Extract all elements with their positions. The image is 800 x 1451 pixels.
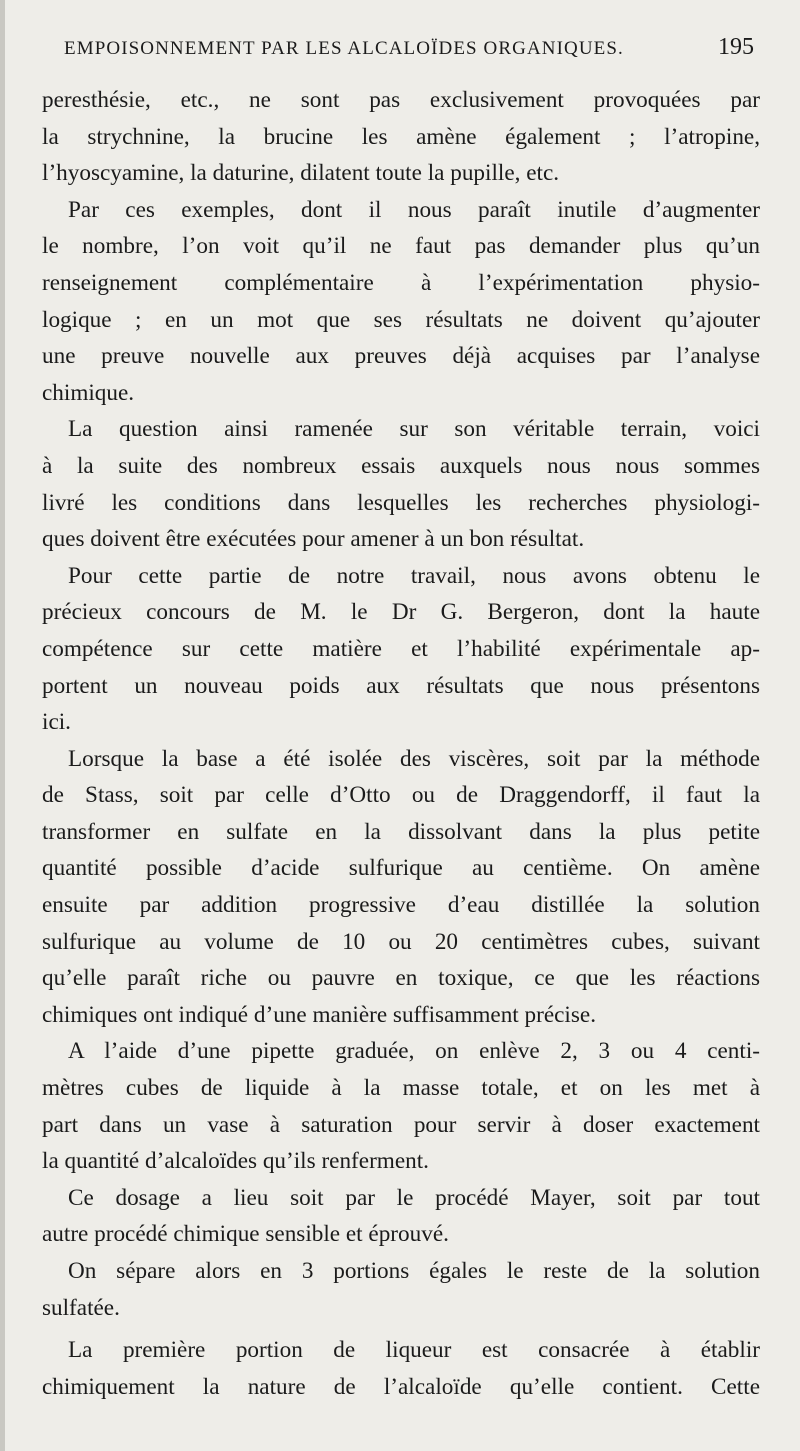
text-line: qu’elle paraît riche ou pauvre en toxique, ce que les réactions [42, 965, 760, 992]
text-line: peresthésie, etc., ne sont pas exclusivement provoquées par [42, 87, 760, 113]
text-line: autre procédé chimique sensible et éprouvé. [42, 1221, 449, 1248]
text-line: Ce dosage a lieu soit par le procédé Mayer, soit par tout [68, 1184, 760, 1211]
page-header [64, 34, 756, 64]
text-line: livré les conditions dans lesquelles les recherches physiologi- [42, 489, 760, 516]
text-line: compétence sur cette matière et l’habilité expérimentale ap- [42, 635, 760, 662]
text-line: On sépare alors en 3 portions égales le reste de la solution [68, 1258, 760, 1284]
text-line: la quantité d’alcaloïdes qu’ils renferment. [42, 1148, 429, 1175]
text-line: chimiques ont indiqué d’une manière suffisamment précise. [42, 1001, 596, 1028]
text-line: le nombre, l’on voit qu’il ne faut pas demander plus qu’un [42, 233, 760, 260]
text-line: de Stass, soit par celle d’Otto ou de Draggendorff, il faut la [42, 782, 760, 809]
body-text [42, 82, 760, 1405]
text-line: une preuve nouvelle aux preuves déjà acquises par l’analyse [42, 343, 760, 370]
text-line: sulfatée. [42, 1294, 120, 1321]
text-line: La question ainsi ramenée sur son véritable terrain, voici [68, 416, 760, 443]
text-line: mètres cubes de liquide à la masse totale, et on les met à [42, 1075, 760, 1102]
text-line: portent un nouveau poids aux résultats que nous présentons [42, 672, 760, 699]
text-line: la strychnine, la brucine les amène également ; l’atropine, [42, 123, 760, 150]
text-line: part dans un vase à saturation pour servir à doser exactement [42, 1111, 760, 1138]
text-line: quantité possible d’acide sulfurique au centième. On amène [42, 855, 760, 882]
page-number: 195 [718, 34, 754, 60]
text-line: La première portion de liqueur est consacrée à établir [68, 1337, 760, 1364]
text-line: chimiquement la nature de l’alcaloïde qu’elle contient. Cette [42, 1373, 760, 1400]
text-line: ensuite par addition progressive d’eau distillée la solution [42, 892, 760, 919]
text-line: Pour cette partie de notre travail, nous avons obtenu le [68, 562, 760, 589]
text-line: transformer en sulfate en la dissolvant dans la plus petite [42, 818, 760, 845]
text-line: chimique. [42, 379, 135, 406]
text-line: Par ces exemples, dont il nous paraît inutile d’augmenter [68, 196, 760, 223]
text-line: l’hyoscyamine, la daturine, dilatent toute la pupille, etc. [42, 160, 560, 187]
running-head: EMPOISONNEMENT PAR LES ALCALOÏDES ORGANIQUES. [64, 38, 624, 59]
text-line: A l’aide d’une pipette graduée, on enlève 2, 3 ou 4 centi- [68, 1038, 760, 1065]
text-line: logique ; en un mot que ses résultats ne doivent qu’ajouter [42, 306, 760, 333]
text-line: ques doivent être exécutées pour amener à un bon résultat. [42, 526, 585, 553]
text-line: sulfurique au volume de 10 ou 20 centimètres cubes, suivant [42, 928, 760, 955]
text-line: Lorsque la base a été isolée des viscères, soit par la méthode [68, 745, 760, 772]
text-line: à la suite des nombreux essais auxquels nous nous sommes [42, 452, 760, 479]
page-edge-shadow [0, 0, 5, 1451]
text-line: ici. [42, 709, 71, 736]
text-line: renseignement complémentaire à l’expérimentation physio- [42, 269, 760, 296]
text-line: précieux concours de M. le Dr G. Bergeron, dont la haute [42, 599, 760, 626]
